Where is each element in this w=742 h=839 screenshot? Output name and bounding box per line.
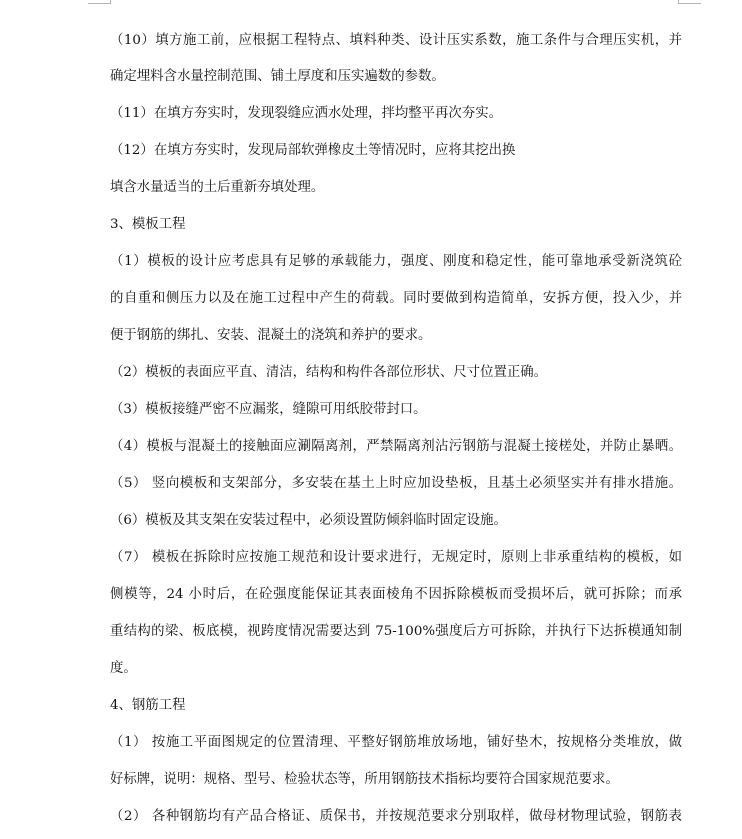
paragraph-line: 重结构的梁、板底模，视跨度情况需要达到 75-100%强度后方可拆除，并执行下达拆模通知制 xyxy=(110,624,682,639)
paragraph-line: （7） 模板在拆除时应按施工规范和设计要求进行，无规定时，原则上非承重结构的模板，如 xyxy=(110,550,682,565)
paragraph-line: 的自重和侧压力以及在施工过程中产生的荷载。同时要做到构造简单，安拆方便，投入少，并 xyxy=(110,291,682,306)
paragraph-line: 确定埋料含水量控制范围、铺土厚度和压实遍数的参数。 xyxy=(110,69,445,84)
paragraph-line: （2）模板的表面应平直、清洁，结构和构件各部位形状、尺寸位置正确。 xyxy=(110,365,548,380)
paragraph-line: （10）填方施工前，应根据工程特点、填料种类、设计压实系数，施工条件与合理压实机，并 xyxy=(110,33,682,48)
paragraph-line: 度。 xyxy=(110,661,137,676)
paragraph-line: 好标牌，说明：规格、型号、检验状态等，所用钢筋技术指标均要符合国家规范要求。 xyxy=(110,772,619,787)
paragraph-line: （1） 按施工平面图规定的位置清理、平整好钢筋堆放场地，铺好垫木，按规格分类堆放，做 xyxy=(110,735,682,750)
paragraph-line: 侧模等，24 小时后，在砼强度能保证其表面棱角不因拆除模板而受损坏后，就可拆除；而承 xyxy=(110,587,682,602)
paragraph-line: 填含水量适当的土后重新夯填处理。 xyxy=(110,180,325,195)
paragraph-line: （5） 竖向模板和支架部分，多安装在基土上时应加设垫板，且基土必须坚实并有排水措施。 xyxy=(110,476,682,491)
page-corner-mark-right xyxy=(678,0,701,4)
section-heading: 4、钢筋工程 xyxy=(110,698,186,713)
section-heading: 3、模板工程 xyxy=(110,217,186,232)
paragraph-line: （12）在填方夯实时，发现局部软弹橡皮土等情况时，应将其挖出换 xyxy=(110,143,516,158)
paragraph-line: （2） 各种钢筋均有产品合格证、质保书，并按规范要求分别取样，做母材物理试验，钢筋表 xyxy=(110,809,682,824)
paragraph-line: 便于钢筋的绑扎、安装、混凝土的浇筑和养护的要求。 xyxy=(110,328,432,343)
page-corner-mark-left xyxy=(88,0,111,4)
paragraph-line: （6）模板及其支架在安装过程中，必须设置防倾斜临时固定设施。 xyxy=(110,513,507,528)
paragraph-line: （4）模板与混凝土的接触面应涮隔离剂，严禁隔离剂沾污钢筋与混凝土接槎处，并防止暴晒。 xyxy=(110,439,682,454)
paragraph-line: （3）模板接缝严密不应漏浆，缝隙可用纸胶带封口。 xyxy=(110,402,427,417)
paragraph-line: （11）在填方夯实时，发现裂缝应洒水处理，拌均整平再次夯实。 xyxy=(110,106,502,121)
paragraph-line: （1）模板的设计应考虑具有足够的承载能力，强度、刚度和稳定性，能可靠地承受新浇筑砼 xyxy=(110,254,682,269)
